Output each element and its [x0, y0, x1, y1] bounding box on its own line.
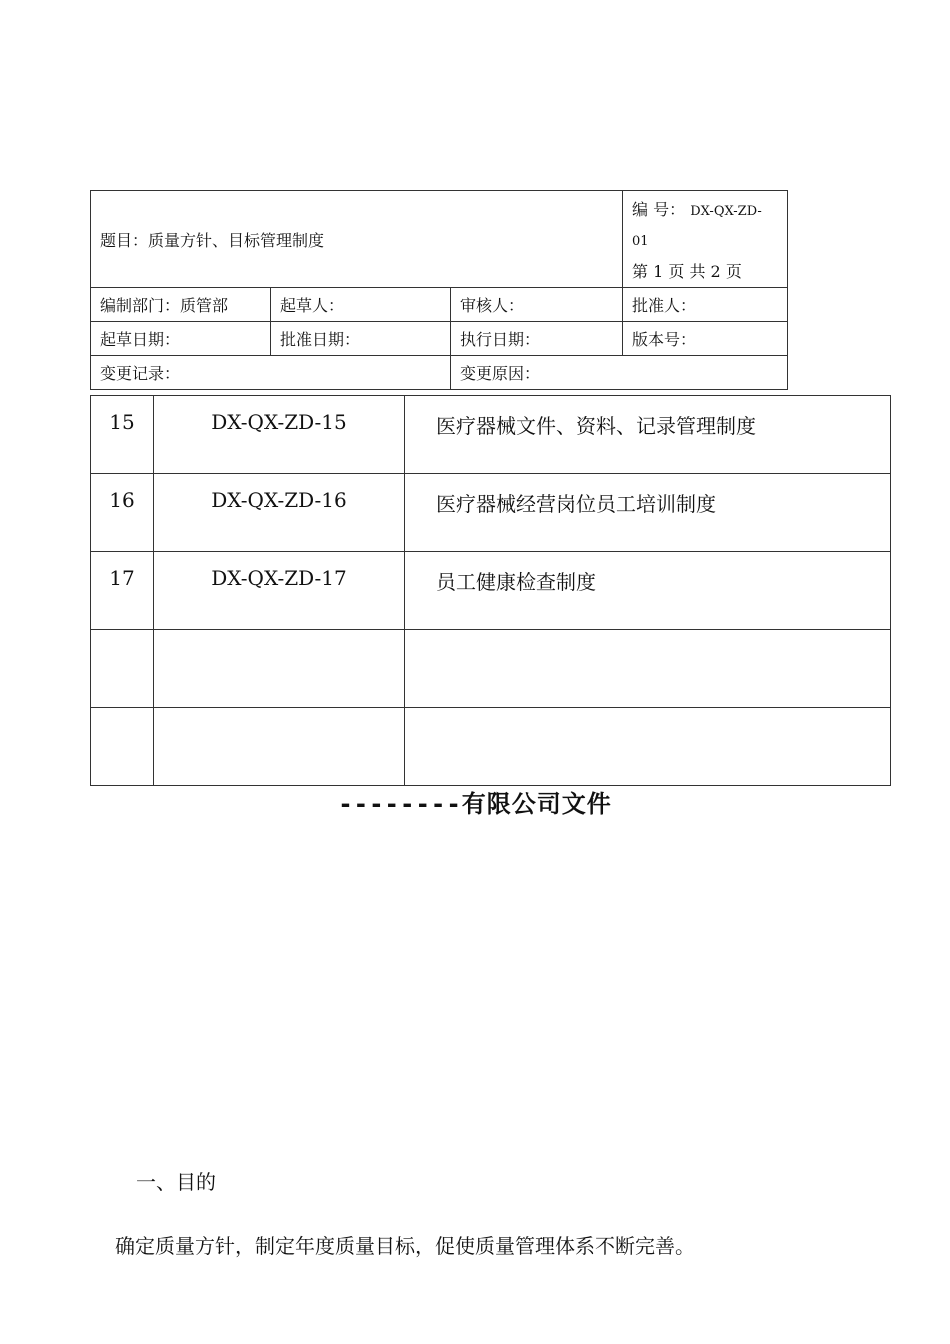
row-code: DX-QX-ZD-16: [154, 474, 405, 552]
row-name: 医疗器械文件、资料、记录管理制度: [405, 396, 891, 474]
row-number: 17: [91, 552, 154, 630]
approve-date-cell: 批准日期：: [271, 322, 451, 356]
dept-cell: 编制部门：质管部: [91, 288, 271, 322]
row-name: [405, 630, 891, 708]
section-heading: 一、目的: [136, 1170, 216, 1194]
table-row: [91, 474, 891, 552]
row-name: [405, 708, 891, 786]
number-label: 编 号：: [632, 200, 686, 219]
number-part2: 01: [632, 234, 649, 249]
exec-date-cell: 执行日期：: [451, 322, 623, 356]
row-code: [154, 630, 405, 708]
drafter-cell: 起草人：: [271, 288, 451, 322]
number-part1: DX-QX-ZD-: [690, 204, 762, 219]
table-row: [91, 708, 891, 786]
row-number: 15: [91, 396, 154, 474]
row-code: [154, 708, 405, 786]
page-info: 第 1 页 共 2 页: [632, 262, 742, 281]
approver-cell: 批准人：: [623, 288, 788, 322]
table-row: [91, 630, 891, 708]
section-body-text: 确定质量方针，制定年度质量目标，促使质量管理体系不断完善。: [115, 1234, 695, 1258]
table-row: [91, 552, 891, 630]
change-reason-cell: 变更原因：: [451, 356, 788, 390]
reviewer-cell: 审核人：: [451, 288, 623, 322]
row-name: 医疗器械经营岗位员工培训制度: [405, 474, 891, 552]
document-title: [91, 191, 623, 288]
title-prefix: 题目：: [100, 230, 149, 250]
change-record-cell: 变更记录：: [91, 356, 451, 390]
regulation-list-table: [90, 395, 891, 786]
row-number: [91, 630, 154, 708]
draft-date-cell: 起草日期：: [91, 322, 271, 356]
company-document-title: --------有限公司文件: [338, 790, 612, 818]
table-row: [91, 396, 891, 474]
title-text: 质量方针、目标管理制度: [148, 230, 325, 250]
row-code: DX-QX-ZD-17: [154, 552, 405, 630]
row-name: 员工健康检查制度: [405, 552, 891, 630]
document-number-cell: [623, 191, 788, 288]
document-header-table: [90, 190, 788, 390]
row-number: 16: [91, 474, 154, 552]
version-cell: 版本号：: [623, 322, 788, 356]
row-number: [91, 708, 154, 786]
row-code: DX-QX-ZD-15: [154, 396, 405, 474]
